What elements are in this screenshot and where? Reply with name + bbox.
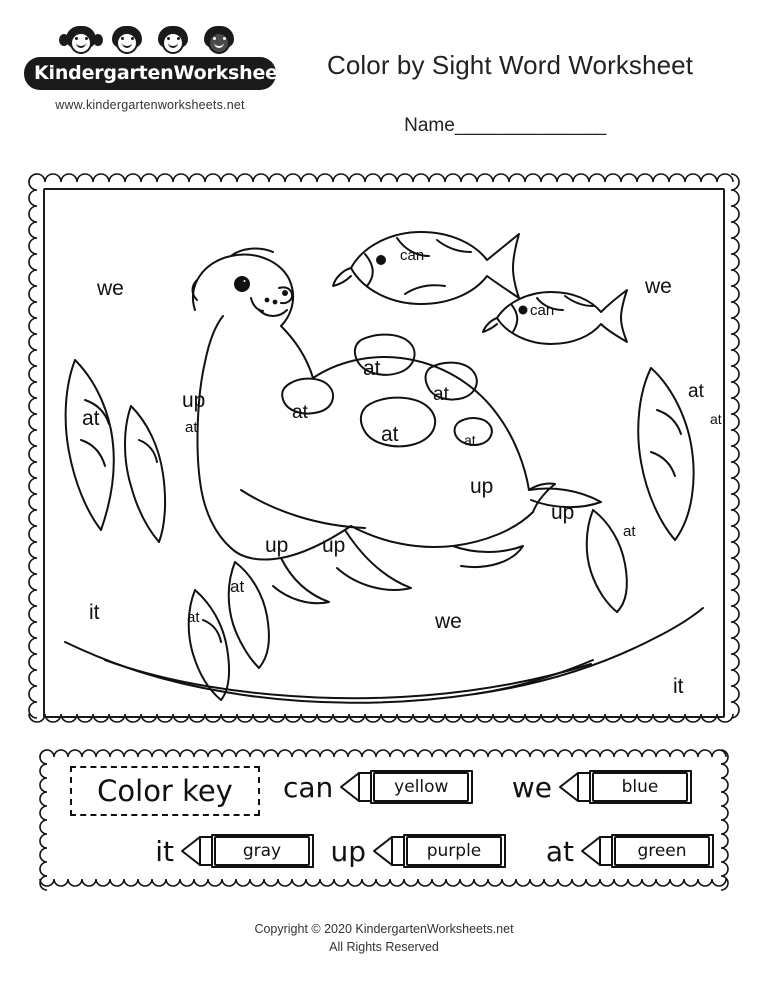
color-key-item-we: [506, 768, 693, 806]
coloring-picture-frame: [27, 172, 741, 734]
sight-word-can: can: [530, 302, 555, 319]
sight-word-it: it: [673, 675, 684, 698]
name-label: Name: [404, 115, 455, 136]
sight-word-at: at: [230, 577, 245, 596]
sight-word-we: we: [645, 275, 672, 298]
sight-word-up: up: [322, 534, 346, 557]
color-key-word: can: [283, 770, 334, 804]
color-key-title-box: [70, 766, 260, 816]
kid-girl-two-icon: [197, 26, 241, 60]
sight-word-at: at: [292, 402, 308, 423]
color-key-panel: [38, 748, 730, 896]
crayon-color-label: gray: [214, 836, 310, 866]
crayon-color-label: yellow: [373, 772, 469, 802]
sight-word-at: at: [381, 423, 399, 446]
picture-word-layer: [45, 190, 723, 716]
color-key-item-it: [128, 832, 315, 870]
picture-inner-border: [43, 188, 725, 718]
page-footer: [0, 920, 768, 956]
sight-word-at: at: [82, 407, 100, 430]
kid-boy-icon: [105, 26, 149, 60]
sight-word-at: at: [187, 609, 200, 626]
crayon-icon: [580, 832, 715, 870]
color-key-item-can: [283, 768, 474, 806]
crayon-icon: [339, 768, 474, 806]
sight-word-at: at: [688, 381, 704, 402]
color-key-title: Color key: [97, 774, 233, 808]
color-key-item-at: [528, 832, 715, 870]
rights-text: All Rights Reserved: [329, 940, 439, 955]
kids-illustration: [24, 26, 276, 60]
color-key-word: up: [330, 834, 366, 868]
sight-word-we: we: [97, 277, 124, 300]
sight-word-it: it: [89, 601, 100, 624]
page-title: Color by Sight Word Worksheet: [326, 50, 694, 80]
sight-word-up: up: [265, 534, 289, 557]
name-blank[interactable]: _______________: [454, 115, 606, 136]
site-logo[interactable]: [24, 26, 340, 112]
copyright-text: Copyright © 2020 KindergartenWorksheets.net: [254, 922, 514, 936]
color-key-word: we: [511, 770, 552, 804]
sight-word-we: we: [435, 610, 462, 633]
logo-wordmark: KindergartenWorksheets.net: [24, 57, 276, 90]
kid-girl-icon: [59, 26, 103, 60]
sight-word-at: at: [623, 523, 636, 540]
kid-boy-two-icon: [151, 26, 195, 60]
sight-word-at: at: [464, 432, 476, 448]
crayon-icon: [372, 832, 507, 870]
sight-word-up: up: [182, 389, 206, 412]
sight-word-at: at: [433, 384, 449, 405]
color-key-word: at: [545, 834, 574, 868]
name-field-line: [270, 115, 740, 137]
color-key-word: it: [155, 834, 174, 868]
sight-word-at: at: [710, 411, 722, 427]
crayon-icon: [558, 768, 693, 806]
sight-word-up: up: [551, 501, 575, 524]
sight-word-at: at: [363, 357, 381, 380]
site-url: www.kindergartenworksheets.net: [55, 98, 245, 112]
crayon-icon: [180, 832, 315, 870]
color-key-item-up: [320, 832, 507, 870]
crayon-color-label: purple: [406, 836, 502, 866]
sight-word-up: up: [470, 475, 494, 498]
sight-word-at: at: [185, 419, 198, 436]
sight-word-can: can: [400, 247, 425, 264]
crayon-color-label: green: [614, 836, 710, 866]
crayon-color-label: blue: [592, 772, 688, 802]
